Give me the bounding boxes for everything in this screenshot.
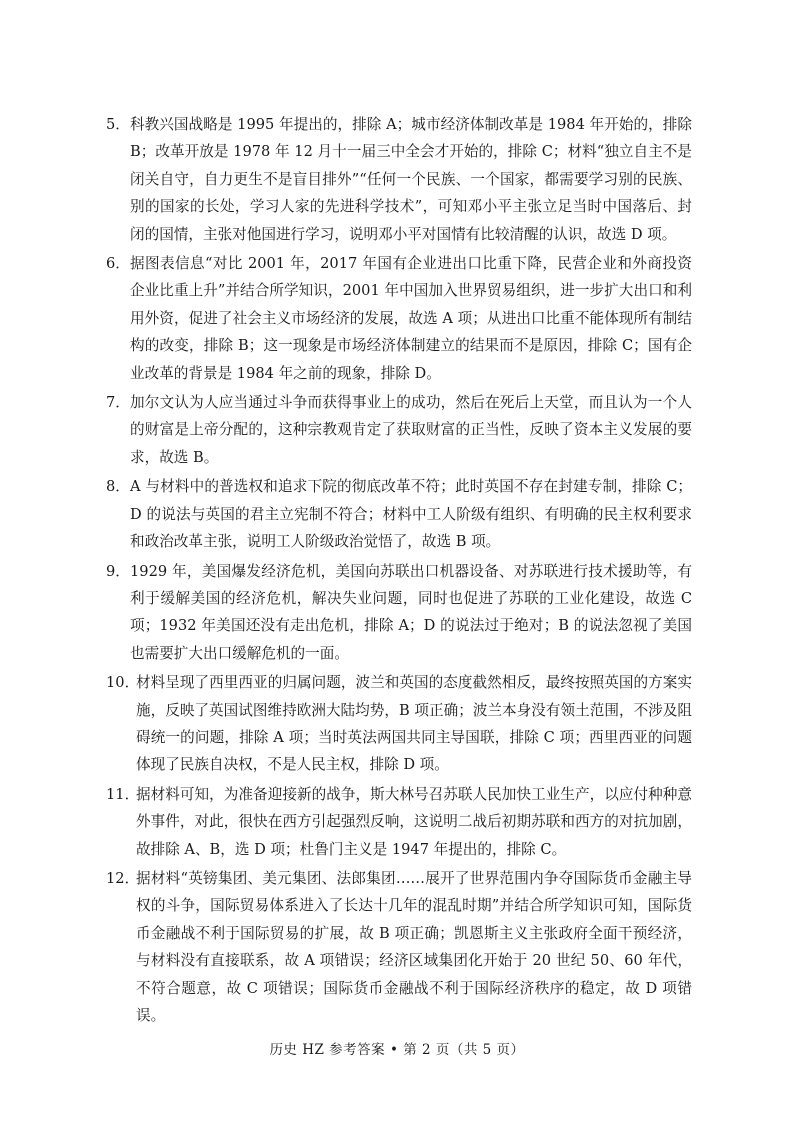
answer-number: 7． — [106, 394, 130, 412]
answer-item-11 — [106, 781, 692, 863]
answer-text: 加尔文认为人应当通过斗争而获得事业上的成功，然后在死后上天堂，而且认为一个人的财富是上帝分配的，这种宗教观肯定了获取财富的正当性，反映了资本主义发展的要求，故选 B。 — [130, 394, 692, 466]
answer-number: 12． — [106, 869, 140, 887]
page-footer: 历史 HZ 参考答案 • 第 2 页（共 5 页） — [269, 1042, 525, 1058]
answer-item-12 — [106, 865, 692, 1029]
answer-text: 据图表信息“对比 2001 年，2017 年国有企业进出口比重下降，民营企业和外商投资企业比重上升”并结合所学知识，2001 年中国加入世界贸易组织，进一步扩大出口和利用外资，促进了社会主义市场经济的发展，故选 A 项；从进出口比重不能体现所有制结构的改变，排除 B；这一现象是市场经济体制建立的结果而不是原因，排除 C；国有企业改革的背景是 1984 年之前的现象，排除 D。 — [130, 255, 692, 382]
answer-text: 1929 年，美国爆发经济危机，美国向苏联出口机器设备、对苏联进行技术援助等，有利于缓解美国的经济危机，解决失业问题，同时也促进了苏联的工业化建设，故选 C 项；1932 年美国还没有走出危机，排除 A；D 的说法过于绝对；B 的说法忽视了美国也需要扩大出口缓解危机的一面。 — [130, 562, 692, 662]
answer-text: 据材料“英镑集团、美元集团、法郎集团……展开了世界范围内争夺国际货币金融主导权的斗争，国际贸易体系进入了长达十几年的混乱时期”并结合所学知识可知，国际货币金融战不利于国际贸易的扩展，故 B 项正确；凯恩斯主义主张政府全面干预经济，与材料没有直接联系，故 A 项错误；经济区域集团化开始于 20 世纪 50、60 年代，不符合题意，故 C 项错误；国际货币金融战不利于国际经济秩序的稳定，故 D 项错误。 — [136, 869, 692, 1024]
answer-number: 6． — [106, 255, 130, 273]
answer-number: 11． — [106, 785, 140, 803]
answer-text: A 与材料中的普选权和追求下院的彻底改革不符；此时英国不存在封建专制，排除 C；D 的说法与英国的君主立宪制不符合；材料中工人阶级有组织、有明确的民主权利要求和政治改革主张，说明工人阶级政治觉悟了，故选 B 项。 — [130, 478, 692, 551]
answer-text: 材料呈现了西里西亚的归属问题，波兰和英国的态度截然相反，最终按照英国的方案实施，反映了英国试图维持欧洲大陆均势，B 项正确；波兰本身没有领土范围，不涉及阻碍统一的问题，排除 A 项；当时英法两国共同主导国联，排除 C 项；西里西亚的问题体现了民族自决权，不是人民主权，排除 D 项。 — [136, 674, 692, 774]
answer-list — [106, 111, 692, 1031]
answer-item-6 — [106, 250, 692, 387]
answer-number: 5． — [106, 116, 130, 133]
answer-number: 9． — [106, 562, 130, 580]
answer-item-8 — [106, 473, 692, 555]
answer-item-5 — [106, 111, 692, 248]
answer-item-10 — [106, 669, 692, 779]
answer-text: 科教兴国战略是 1995 年提出的，排除 A；城市经济体制改革是 1984 年开始的，排除 B；改革开放是 1978 年 12 月十一届三中全会才开始的，排除 C；材料“独立自主不是闭关自守，自力更生不是盲目排外”“任何一个民族、一个国家，都需要学习别的民族、别的国家的长处，学习人家的先进科学技术”，可知邓小平主张立足当时中国落后、封闭的国情，主张对他国进行学习，说明邓小平对国情有比较清醒的认识，故选 D 项。 — [130, 116, 692, 243]
answer-item-9 — [106, 558, 692, 668]
answer-text: 据材料可知，为准备迎接新的战争，斯大林号召苏联人民加快工业生产，以应付种种意外事件，对此，很快在西方引起强烈反响，这说明二战后初期苏联和西方的对抗加剧，故排除 A、B，选 D 项；杜鲁门主义是 1947 年提出的，排除 C。 — [136, 785, 692, 858]
answer-number: 10． — [106, 674, 140, 692]
answer-item-7 — [106, 389, 692, 471]
answer-number: 8． — [106, 478, 130, 496]
